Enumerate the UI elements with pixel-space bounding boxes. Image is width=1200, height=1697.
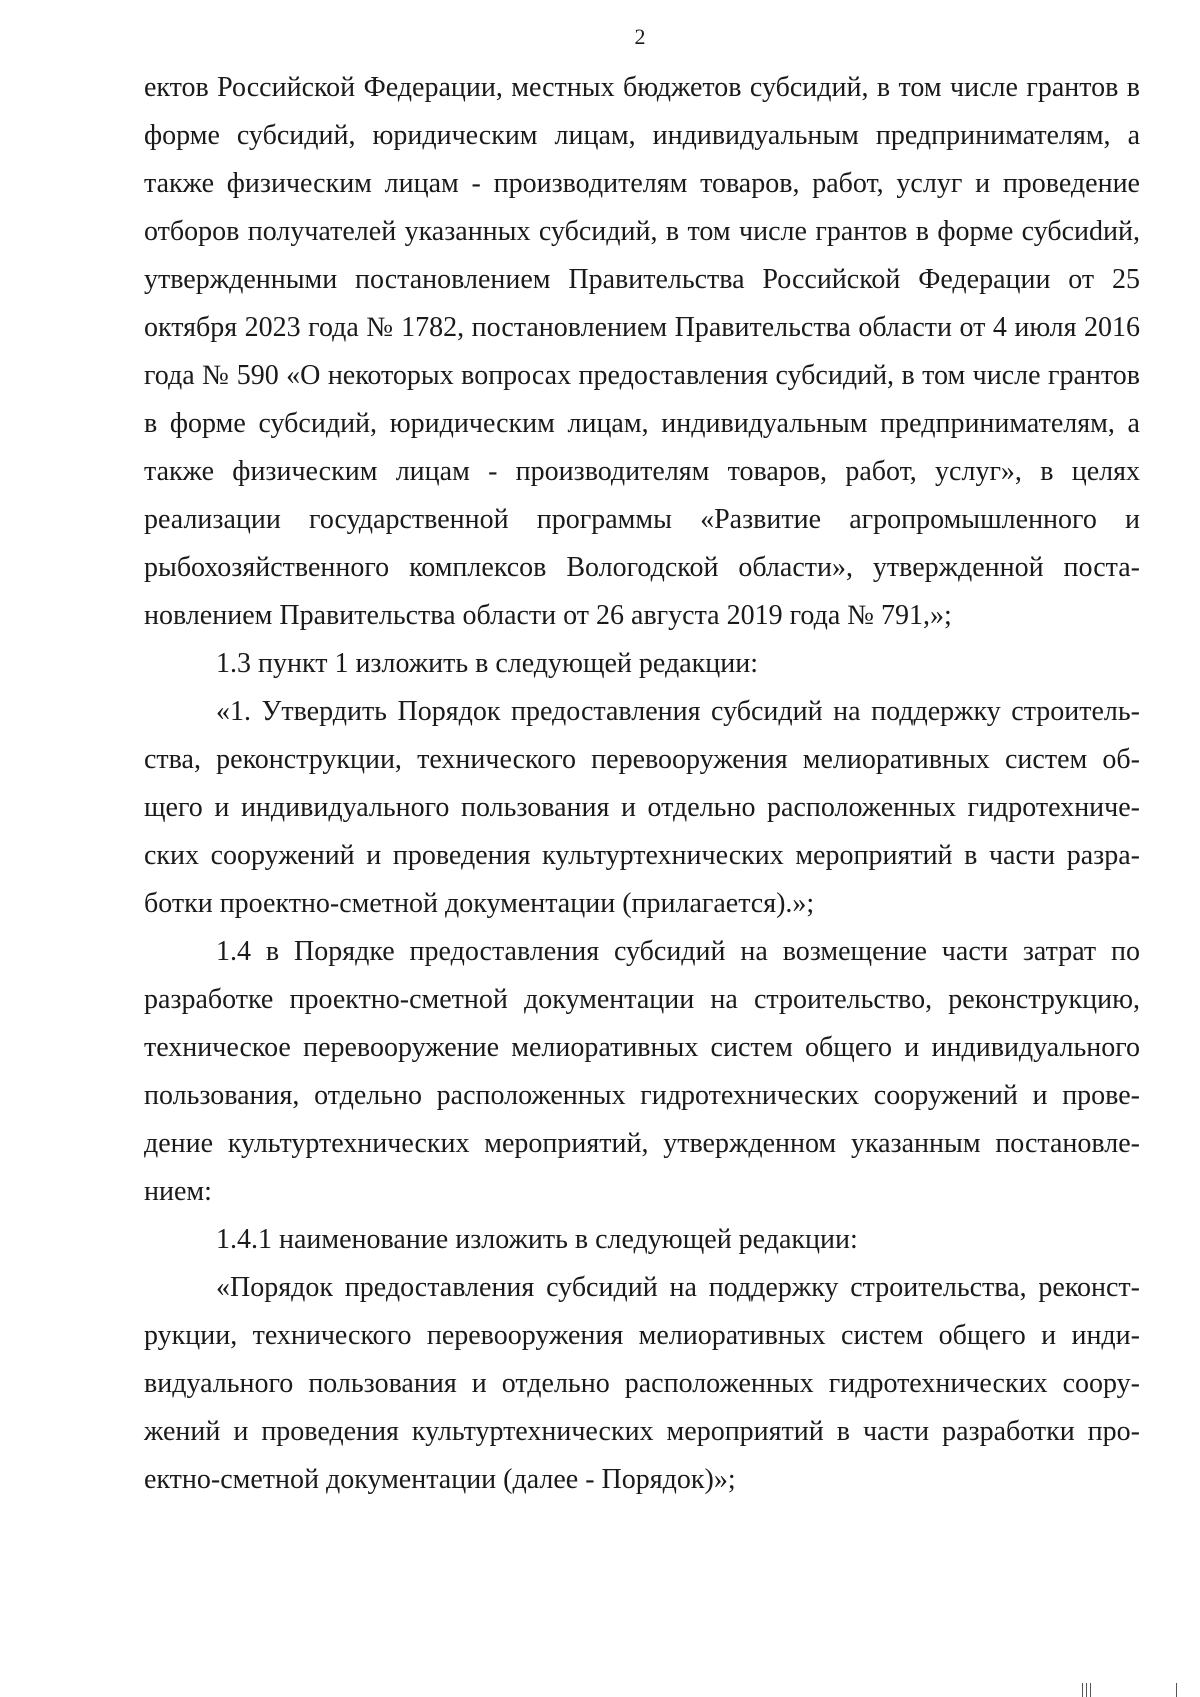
paragraph-1-4-1: 1.4.1 наименование изложить в следующей редакции:	[216, 1224, 858, 1255]
document-body	[144, 64, 1140, 1504]
scan-artifact	[1086, 1683, 1087, 1697]
page-number: 2	[634, 24, 646, 49]
paragraph-1-4: 1.4 в Порядке предоставления субсидий на возмещение части затрат по разработке проектно-сметной документации на строительство, реконструкцию, техническое перевооружение мелиоративных систем общего и индивидуального пользования, отдельно расположенных гидротехнических сооружений и проведение культуртехнических мероприятий, утвержденном указанным постановлением:	[144, 936, 1140, 1207]
paragraph-quote-1: «1. Утвердить Порядок предоставления субсидий на поддержку строительства, реконструкции, технического перевооружения мелиоративных систем общего и индивидуального пользования и отдельно расположенных гидротехнических сооружений и проведения культуртехнических мероприятий в части разработки проектно-сметной документации (прилагается).»;	[144, 696, 1140, 919]
paragraph-continuation: ектов Российской Федерации, местных бюджетов субсидий, в том числе грантов в форме субсидий, юридическим лицам, индивидуальным предпринимателям, а также физическим лицам - производителям товаров, работ, услуг и проведение отборов получателей указанных субсидий, в том числе грантов в форме субсиdий, утвержденными постановлением Правительства Российской Федерации от 25 октября 2023 года № 1782, постановлением Правительства области от 4 июля 2016 года № 590 «О некоторых вопросах предоставления субсидий, в том числе грантов в форме субсидий, юридическим лицам, индивидуальным предпринимателям, а также физическим лицам - производителям товаров, работ, услуг», в целях реализации государственной программы «Развитие агропромышленного и рыбохозяйственного комплексов Вологодской области», утвержденной постановлением Правительства области от 26 августа 2019 года № 791,»;	[144, 72, 1140, 631]
paragraph-quote-title: «Порядок предоставления субсидий на поддержку строительства, реконструкции, технического перевооружения мелиоративных систем общего и индивидуального пользования и отдельно расположенных гидротехнических сооружений и проведения культуртехнических мероприятий в части разработки проектно-сметной документации (далее - Порядок)»;	[144, 1272, 1140, 1495]
scan-artifact	[1090, 1683, 1091, 1697]
scan-artifact	[1176, 1683, 1177, 1697]
paragraph-1-3: 1.3 пункт 1 изложить в следующей редакции:	[216, 648, 758, 679]
scan-artifact	[1082, 1683, 1083, 1697]
